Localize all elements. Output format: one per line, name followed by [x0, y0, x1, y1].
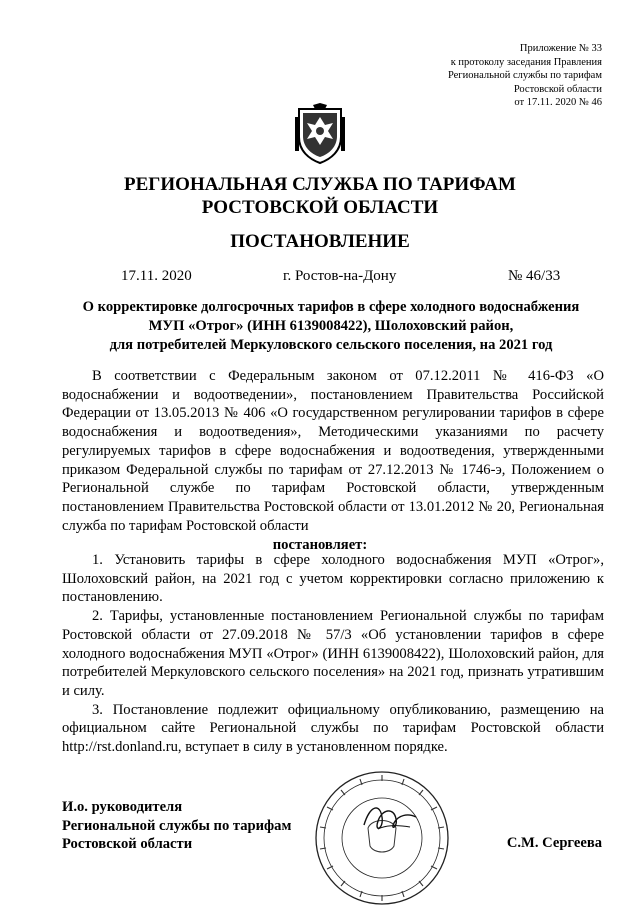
- document-number: № 46/33: [508, 268, 561, 284]
- appendix-line: Приложение № 33: [519, 43, 602, 54]
- agency-name: [0, 173, 640, 219]
- preamble-paragraph: В соответствии с Федеральным законом от 07.12.2011 № 416-ФЗ «О водоснабжении и водоотведении», постановлением Правительства Российской Федерации от 13.05.2013 № 406 «О государственном регулировании тарифов в сфере водоснабжения и водоотведения», Методическими указаниями по расчету регулируемых тарифов в сфере водоснабжения и водоотведения, утвержденными приказом Федеральной службы по тарифам от 27.12.2013 № 1746-э, Положением о Региональной службе по тарифам Ростовской области, утвержденным постановлением Правительства Ростовской области от 13.01.2012 № 20, Региональная служба по тарифам Ростовской области: [62, 368, 604, 534]
- appendix-line: Ростовской области: [513, 83, 602, 95]
- document-type-title: ПОСТАНОВЛЕНИЕ: [230, 231, 410, 252]
- appendix-line: Региональной службы по тарифам: [447, 70, 602, 82]
- resolution-items: [62, 551, 604, 757]
- appendix-line: от 17.11. 2020 № 46: [514, 97, 602, 109]
- resolution-item: 3. Постановление подлежит официальному опубликованию, размещению на официальном сайте Региональной службы по тарифам Ростовской области http://rst.donland.ru, вступает в силу в установленном порядке.: [62, 701, 604, 756]
- rostov-region-coat-of-arms-icon: [293, 103, 347, 167]
- subject-line: МУП «Отрог» (ИНН 6139008422), Шолоховский район,: [148, 318, 514, 334]
- appendix-line: к протоколу заседания Правления: [450, 56, 602, 68]
- agency-name-line: РЕГИОНАЛЬНАЯ СЛУЖБА ПО ТАРИФАМ: [124, 174, 516, 195]
- signatory-title: [62, 798, 291, 854]
- signatory-name: С.М. Сергеева: [506, 835, 602, 851]
- resolution-item: 2. Тарифы, установленные постановлением Региональной службы по тарифам Ростовской области от 27.09.2018 № 57/3 «Об установлении тарифов в сфере холодного водоснабжения МУП «Отрог» (ИНН 6139008422), Шолоховский район, для потребителей Меркуловского сельского поселения» на 2021 год, признать утратившим и силу.: [62, 608, 604, 699]
- handwritten-signature-icon: [360, 795, 420, 840]
- subject-line: О корректировке долгосрочных тарифов в сфере холодного водоснабжения: [82, 299, 580, 315]
- agency-name-line: РОСТОВСКОЙ ОБЛАСТИ: [201, 197, 439, 218]
- resolution-item: 1. Установить тарифы в сфере холодного водоснабжения МУП «Отрог», Шолоховский район, на 2021 год с учетом корректировки согласно приложению к постановлению.: [62, 552, 604, 606]
- appendix-note: [448, 42, 602, 110]
- signatory-title-line: И.о. руководителя: [62, 799, 183, 815]
- document-city: г. Ростов-на-Дону: [283, 268, 397, 284]
- subject-line: для потребителей Меркуловского сельского поселения, на 2021 год: [109, 337, 553, 353]
- signatory-title-line: Ростовской области: [62, 836, 193, 852]
- document-subject: [58, 298, 604, 355]
- document-date: 17.11. 2020: [121, 268, 192, 284]
- resolves-heading: постановляет:: [272, 537, 368, 553]
- signatory-title-line: Региональной службы по тарифам: [62, 817, 292, 834]
